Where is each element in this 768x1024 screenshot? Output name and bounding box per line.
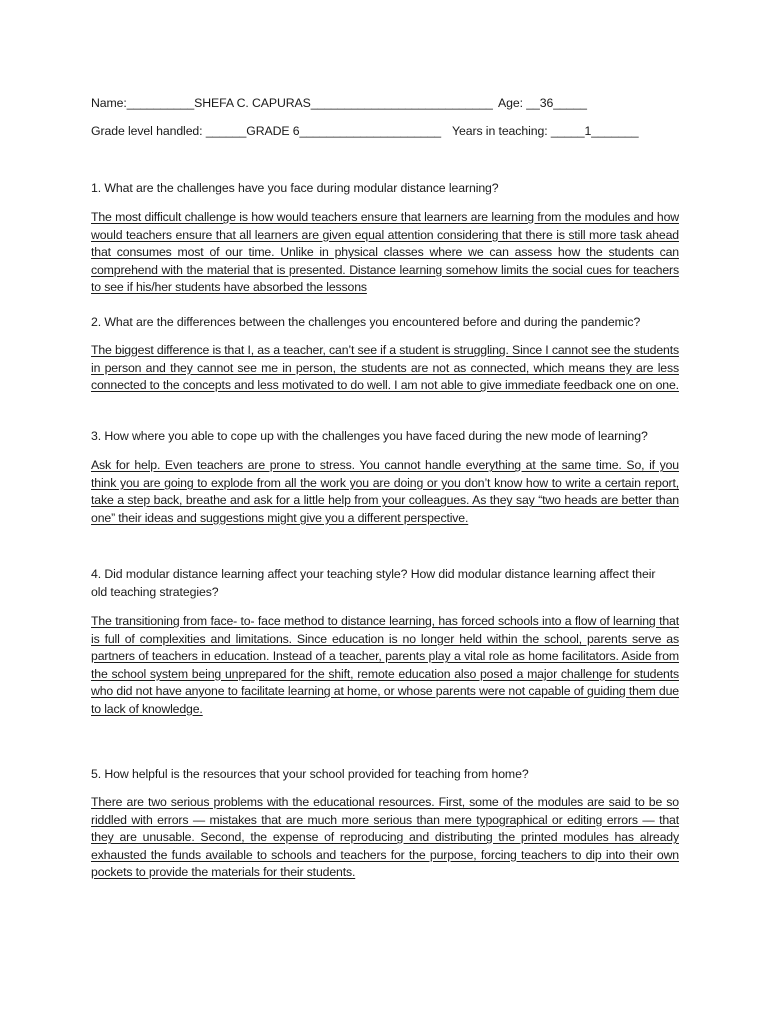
answer-3: Ask for help. Even teachers are prone to stress. You cannot handle everything at the same time. So, if you think you are going to explode from all the work you are doing or you don’t know how to write a certain report, take a step back, breathe and ask for a little help from your colleagues. As they say “two heads are better than one” their ideas and suggestions might give you a different perspective. bbox=[91, 458, 679, 525]
grade-level-label: Grade level handled: bbox=[91, 124, 203, 138]
age-value: __36_____ bbox=[526, 96, 587, 110]
question-2: 2. What are the differences between the challenges you encountered before and during the pandemic? bbox=[91, 315, 641, 329]
question-3: 3. How where you able to cope up with the challenges you have faced during the new mode of learning? bbox=[91, 429, 648, 443]
question-5: 5. How helpful is the resources that your school provided for teaching from home? bbox=[91, 767, 529, 781]
name-field bbox=[91, 95, 493, 111]
grade-level-field bbox=[91, 123, 441, 139]
years-teaching-field bbox=[452, 123, 638, 139]
answer-5: There are two serious problems with the educational resources. First, some of the modules are said to be so riddled with errors — mistakes that are much more serious than mere typographical or editing errors — that they are unusable. Second, the expense of reproducing and distributing the printed modules has already exhausted the funds available to schools and teachers for the purpose, forcing teachers to dip into their own pockets to provide the materials for their students. bbox=[91, 795, 679, 879]
years-teaching-label: Years in teaching: bbox=[452, 124, 548, 138]
name-value: __________SHEFA C. CAPURAS___________________________ bbox=[126, 96, 493, 110]
question-4: 4. Did modular distance learning affect your teaching style? How did modular distance learning affect their old teaching strategies? bbox=[91, 567, 656, 599]
years-teaching-value: _____1_______ bbox=[550, 124, 639, 138]
answer-2: The biggest difference is that I, as a teacher, can’t see if a student is struggling. Since I cannot see the students in person and they cannot see me in person, the students are not as connected, which means they are less connected to the concepts and less motivated to do well. I am not able to give immediate feedback one on one. bbox=[91, 343, 679, 392]
grade-level-value: ______GRADE 6_____________________ bbox=[205, 124, 442, 138]
name-label: Name: bbox=[91, 96, 127, 110]
question-1: 1. What are the challenges have you face during modular distance learning? bbox=[91, 181, 499, 195]
answer-1: The most difficult challenge is how would teachers ensure that learners are learning from the modules and how would teachers ensure that all learners are given equal attention considering that there is still more task ahead that consumes most of our time. Unlike in physical classes where we can assess how the students can comprehend with the material that is presented. Distance learning somehow limits the social cues for teachers to see if his/her students have absorbed the lessons bbox=[91, 210, 679, 294]
age-field bbox=[498, 95, 587, 111]
answer-4: The transitioning from face- to- face method to distance learning, has forced schools into a flow of learning that is full of complexities and limitations. Since education is no longer held within the school, parents serve as partners of teachers in education. Instead of a teacher, parents play a vital role as home facilitators. Aside from the school system being unprepared for the shift, remote education also posed a major challenge for students who did not have anyone to facilitate learning at home, or whose parents were not capable of guiding them due to lack of knowledge. bbox=[91, 614, 679, 716]
age-label: Age: bbox=[498, 96, 523, 110]
